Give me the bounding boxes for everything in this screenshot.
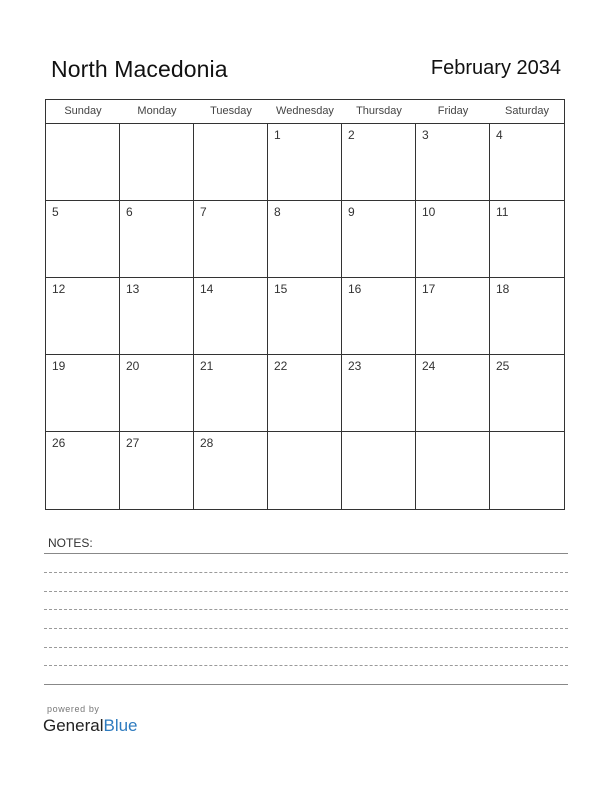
- week-row: [46, 124, 564, 201]
- logo-general: General: [43, 716, 104, 735]
- day-cell: 1: [268, 124, 342, 200]
- day-cell: 28: [194, 432, 268, 509]
- day-cell: 18: [496, 282, 510, 296]
- calendar-grid: [45, 99, 565, 510]
- week-row: [46, 201, 564, 278]
- day-cell: 6: [120, 201, 194, 277]
- note-line: [44, 684, 568, 685]
- day-cell: [342, 432, 416, 509]
- generalblue-logo: [43, 716, 138, 736]
- logo-blue: Blue: [103, 716, 138, 735]
- day-cell: [268, 432, 342, 509]
- day-cell: 21: [194, 355, 268, 431]
- weekday-header-row: [46, 100, 564, 124]
- note-line: [44, 553, 568, 554]
- day-cell: 15: [268, 278, 342, 354]
- day-cell: [490, 432, 564, 509]
- day-cell: 12: [46, 278, 120, 354]
- weekday-monday: Monday: [137, 105, 177, 117]
- weekday-friday: Friday: [437, 105, 469, 117]
- note-line: [44, 628, 568, 629]
- weekday-wednesday: Wednesday: [276, 105, 334, 117]
- weekday-saturday: Saturday: [504, 105, 550, 117]
- note-line: [44, 572, 568, 573]
- day-cell: [416, 432, 490, 509]
- day-cell: 19: [46, 355, 120, 431]
- day-cell: 3: [416, 124, 490, 200]
- weekday-sunday: Sunday: [64, 105, 102, 117]
- note-line: [44, 647, 568, 648]
- day-cell: 2: [342, 124, 416, 200]
- day-cell: 25: [496, 359, 510, 373]
- day-cell: 27: [120, 432, 194, 509]
- day-cell: [194, 124, 268, 200]
- day-cell: 17: [416, 278, 490, 354]
- day-cell: 11: [496, 205, 509, 219]
- week-row: [46, 355, 564, 432]
- month-title: February 2034: [430, 57, 561, 79]
- powered-by-text: powered by: [47, 704, 100, 714]
- week-row: [46, 278, 564, 355]
- day-cell: 16: [342, 278, 416, 354]
- day-cell: 20: [120, 355, 194, 431]
- weeks: [46, 124, 564, 509]
- day-cell: 26: [46, 432, 120, 509]
- note-line: [44, 665, 568, 666]
- day-cell: 22: [268, 355, 342, 431]
- day-cell: 5: [46, 201, 120, 277]
- week-row: [46, 432, 564, 509]
- day-cell: 13: [120, 278, 194, 354]
- note-line: [44, 609, 568, 610]
- notes-label: NOTES:: [48, 536, 93, 550]
- day-cell: 10: [416, 201, 490, 277]
- day-cell: 24: [416, 355, 490, 431]
- day-cell: 9: [342, 201, 416, 277]
- note-line: [44, 591, 568, 592]
- day-cell: 14: [194, 278, 268, 354]
- day-cell: 4: [496, 128, 503, 142]
- day-cell: [46, 124, 120, 200]
- weekday-thursday: Thursday: [356, 105, 402, 117]
- day-cell: [120, 124, 194, 200]
- country-title: North Macedonia: [51, 56, 228, 82]
- day-cell: 8: [268, 201, 342, 277]
- day-cell: 23: [342, 355, 416, 431]
- day-cell: 7: [194, 201, 268, 277]
- weekday-tuesday: Tuesday: [210, 105, 252, 117]
